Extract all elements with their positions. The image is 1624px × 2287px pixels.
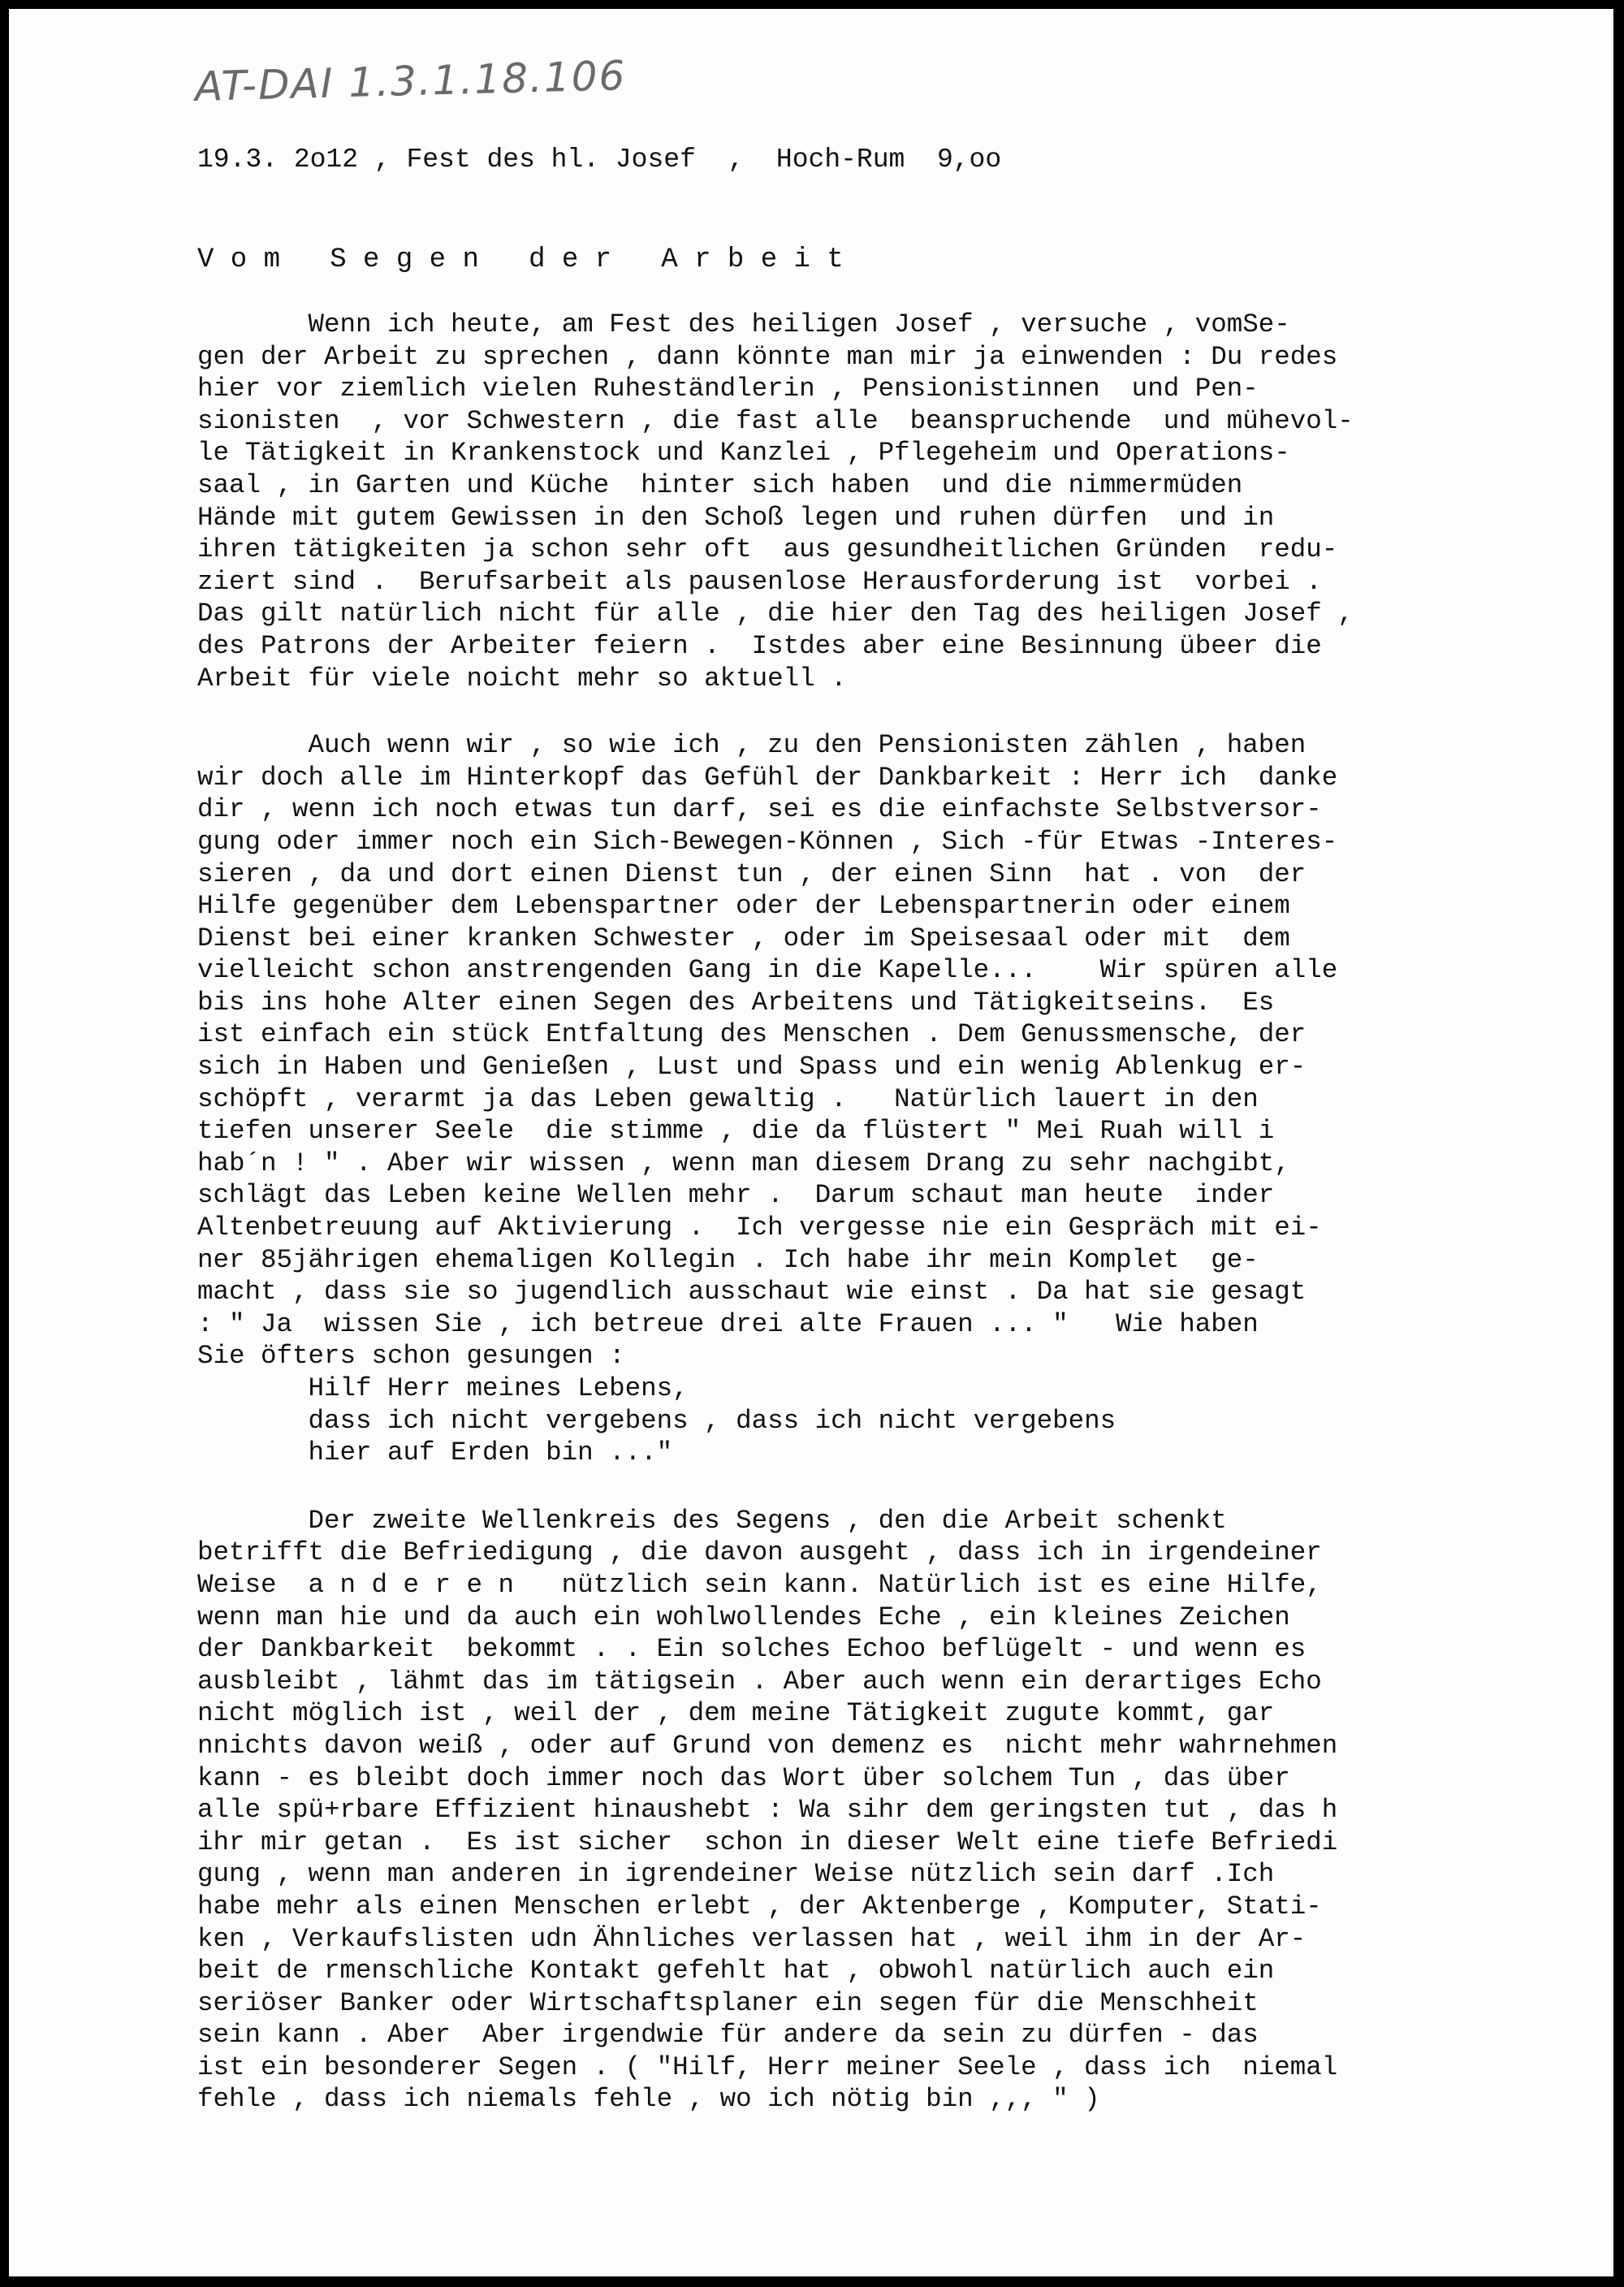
text-line: Hilfe gegenüber dem Lebenspartner oder der Lebenspartnerin oder einem: [197, 891, 1290, 922]
text-line: macht , dass sie so jugendlich ausschaut wie einst . Da hat sie gesagt: [197, 1277, 1307, 1308]
text-line: wenn man hie und da auch ein wohlwollendes Eche , ein kleines Zeichen: [197, 1602, 1290, 1632]
paragraph-gap: [197, 694, 1594, 729]
archive-reference-handwritten: AT-DAI 1.3.1.18.106: [194, 52, 628, 110]
body-text: [197, 309, 1594, 2116]
text-line: : " Ja wissen Sie , ich betreue drei alte Frauen ... " Wie haben: [197, 1308, 1259, 1339]
text-line: vielleicht schon anstrengenden Gang in die Kapelle... Wir spüren alle: [197, 955, 1338, 986]
text-line: ziert sind . Berufsarbeit als pausenlose Herausforderung ist vorbei .: [197, 566, 1322, 597]
text-line: ken , Verkaufslisten udn Ähnliches verlassen hat , weil ihm in der Ar-: [197, 1923, 1307, 1954]
text-line: Das gilt natürlich nicht für alle , die hier den Tag des heiligen Josef ,: [197, 599, 1354, 629]
text-line: nnichts davon weiß , oder auf Grund von demenz es nicht mehr wahrnehmen: [197, 1730, 1338, 1761]
text-line: nicht möglich ist , weil der , dem meine Tätigkeit zugute kommt, gar: [197, 1698, 1275, 1729]
text-line: Hilf Herr meines Lebens,: [197, 1373, 689, 1403]
text-line: fehle , dass ich niemals fehle , wo ich nötig bin ,,, " ): [197, 2084, 1100, 2115]
text-line: habe mehr als einen Menschen erlebt , der Aktenberge , Komputer, Stati-: [197, 1891, 1322, 1922]
text-line: gung , wenn man anderen in igrendeiner Weise nützlich sein darf .Ich: [197, 1859, 1275, 1890]
text-line: ist einfach ein stück Entfaltung des Menschen . Dem Genussmensche, der: [197, 1019, 1307, 1050]
text-line: Arbeit für viele noicht mehr so aktuell .: [197, 663, 847, 694]
text-line: ihr mir getan . Es ist sicher schon in dieser Welt eine tiefe Befriedi: [197, 1827, 1338, 1857]
paragraph-2: [197, 729, 1594, 1469]
text-line: sionisten , vor Schwestern , die fast alle beanspruchende und mühevol-: [197, 405, 1354, 436]
text-line: le Tätigkeit in Krankenstock und Kanzlei , Pflegeheim und Operations-: [197, 438, 1290, 469]
text-line: hier vor ziemlich vielen Ruheständlerin , Pensionistinnen und Pen-: [197, 374, 1259, 404]
text-line: seriöser Banker oder Wirtschaftsplaner ein segen für die Menschheit: [197, 1987, 1259, 2018]
text-line: Der zweite Wellenkreis des Segens , den die Arbeit schenkt: [197, 1505, 1227, 1536]
paragraph-gap: [197, 1469, 1594, 1505]
text-line: kann - es bleibt doch immer noch das Wort über solchem Tun , das über: [197, 1762, 1290, 1793]
text-line: ner 85jährigen ehemaligen Kollegin . Ich habe ihr mein Komplet ge-: [197, 1244, 1259, 1275]
date-header: 19.3. 2o12 , Fest des hl. Josef , Hoch-Rum 9,oo: [197, 145, 1002, 175]
text-line: Sie öfters schon gesungen :: [197, 1341, 625, 1372]
text-line: wir doch alle im Hinterkopf das Gefühl der Dankbarkeit : Herr ich danke: [197, 762, 1338, 793]
document-title: V o m S e g e n d e r A r b e i t: [197, 244, 844, 275]
paragraph-3: [197, 1505, 1594, 2116]
text-line: saal , in Garten und Küche hinter sich haben und die nimmermüden: [197, 469, 1243, 500]
text-line: Auch wenn wir , so wie ich , zu den Pensionisten zählen , haben: [197, 730, 1307, 761]
text-line: beit de rmenschliche Kontakt gefehlt hat , obwohl natürlich auch ein: [197, 1956, 1275, 1987]
paragraph-1: [197, 309, 1594, 694]
text-line: des Patrons der Arbeiter feiern . Istdes aber eine Besinnung übeer die: [197, 630, 1322, 661]
text-line: ihren tätigkeiten ja schon sehr oft aus gesundheitlichen Gründen redu-: [197, 534, 1338, 565]
text-line: Weise a n d e r e n nützlich sein kann. Natürlich ist es eine Hilfe,: [197, 1569, 1322, 1600]
text-line: Wenn ich heute, am Fest des heiligen Josef , versuche , vomSe-: [197, 309, 1290, 339]
text-line: bis ins hohe Alter einen Segen des Arbeitens und Tätigkeitseins. Es: [197, 987, 1275, 1018]
text-line: dir , wenn ich noch etwas tun darf, sei es die einfachste Selbstversor-: [197, 794, 1322, 825]
text-line: sein kann . Aber Aber irgendwie für andere da sein zu dürfen - das: [197, 2020, 1259, 2051]
text-line: hab´n ! " . Aber wir wissen , wenn man diesem Drang zu sehr nachgibt,: [197, 1148, 1290, 1178]
text-line: Dienst bei einer kranken Schwester , oder im Speisesaal oder mit dem: [197, 923, 1290, 953]
text-line: hier auf Erden bin ...": [197, 1437, 673, 1468]
text-line: tiefen unserer Seele die stimme , die da flüstert " Mei Ruah will i: [197, 1116, 1275, 1147]
text-line: schlägt das Leben keine Wellen mehr . Darum schaut man heute inder: [197, 1180, 1275, 1211]
text-line: ist ein besonderer Segen . ( "Hilf, Herr meiner Seele , dass ich niemal: [197, 2051, 1338, 2082]
text-line: Altenbetreuung auf Aktivierung . Ich vergesse nie ein Gespräch mit ei-: [197, 1213, 1322, 1243]
text-line: gen der Arbeit zu sprechen , dann könnte man mir ja einwenden : Du redes: [197, 341, 1338, 372]
text-line: der Dankbarkeit bekommt . . Ein solches Echoo beflügelt - und wenn es: [197, 1634, 1307, 1665]
text-line: sich in Haben und Genießen , Lust und Spass und ein wenig Ablenkug er-: [197, 1052, 1307, 1083]
text-line: schöpft , verarmt ja das Leben gewaltig . Natürlich lauert in den: [197, 1083, 1259, 1114]
text-line: Hände mit gutem Gewissen in den Schoß legen und ruhen dürfen und in: [197, 502, 1275, 533]
text-line: alle spü+rbare Effizient hinaushebt : Wa sihr dem geringsten tut , das h: [197, 1795, 1338, 1826]
text-line: gung oder immer noch ein Sich-Bewegen-Können , Sich -für Etwas -Interes-: [197, 826, 1338, 857]
text-line: betrifft die Befriedigung , die davon ausgeht , dass ich in irgendeiner: [197, 1537, 1322, 1568]
text-line: ausbleibt , lähmt das im tätigsein . Aber auch wenn ein derartiges Echo: [197, 1666, 1322, 1697]
text-line: dass ich nicht vergebens , dass ich nicht vergebens: [197, 1405, 1116, 1436]
text-line: sieren , da und dort einen Dienst tun , der einen Sinn hat . von der: [197, 858, 1307, 889]
